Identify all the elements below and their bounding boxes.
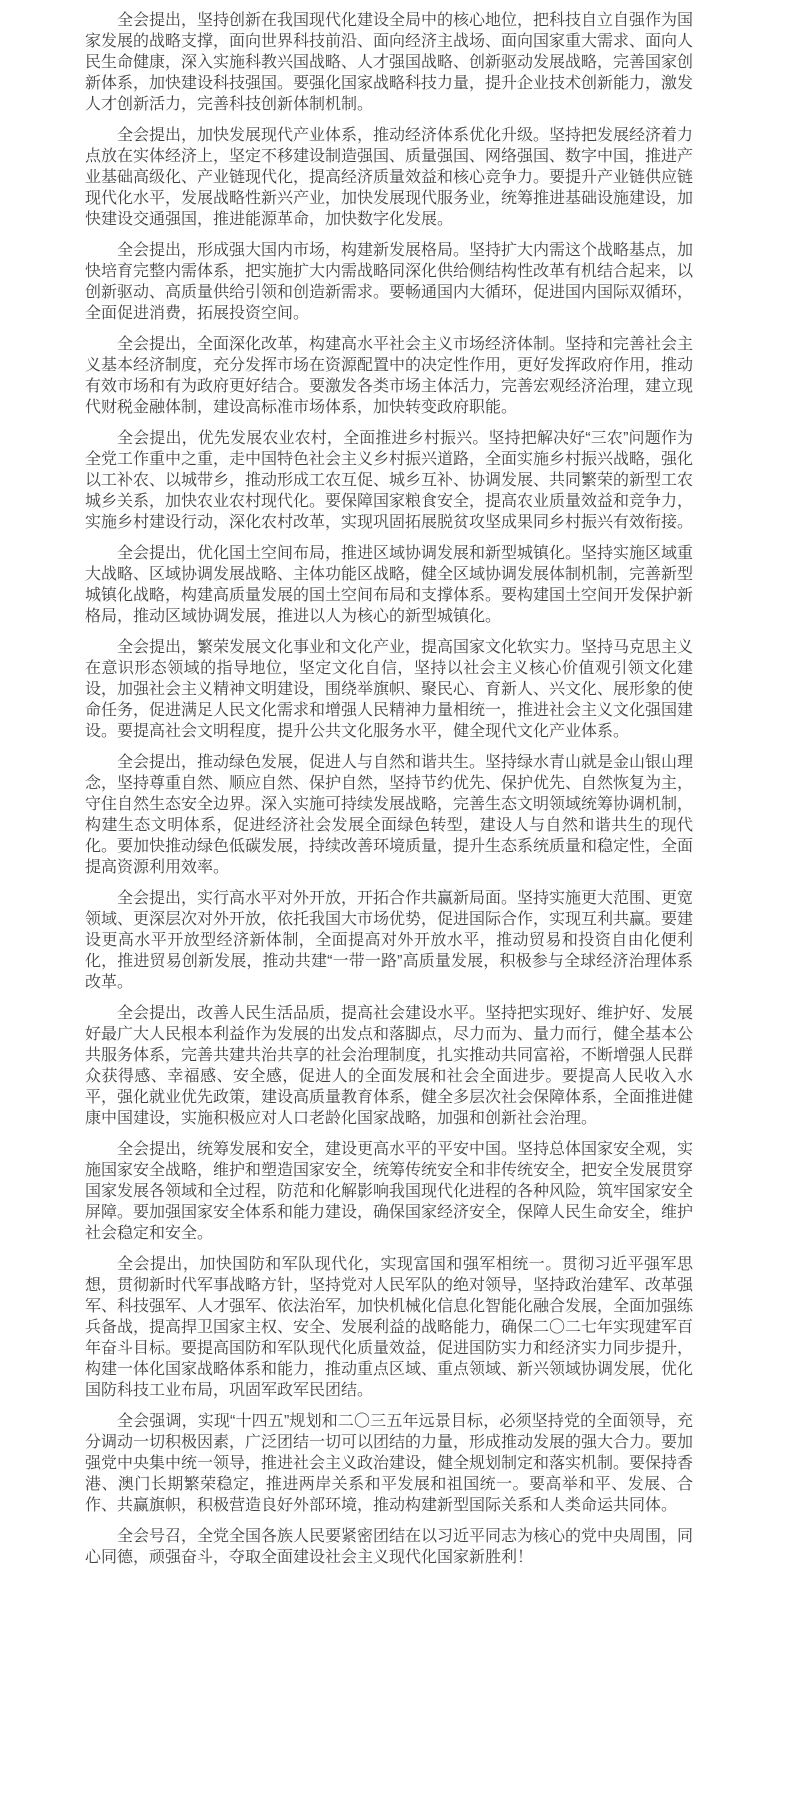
paragraph: 全会提出，实行高水平对外开放，开拓合作共赢新局面。坚持实施更大范围、更宽领域、更深层次对外开放，依托我国大市场优势，促进国际合作，实现互利共赢。要建设更高水平开放型经济新体制，全面提高对外开放水平，推动贸易和投资自由化便利化，推进贸易创新发展，推动共建“一带一路”高质量发展，积极参与全球经济治理体系改革。 — [85, 890, 694, 991]
paragraph: 全会提出，坚持创新在我国现代化建设全局中的核心地位，把科技自立自强作为国家发展的战略支撑，面向世界科技前沿、面向经济主战场、面向国家重大需求、面向人民生命健康，深入实施科教兴国战略、人才强国战略、创新驱动发展战略，完善国家创新体系，加快建设科技强国。要强化国家战略科技力量，提升企业技术创新能力，激发人才创新活力，完善科技创新体制机制。 — [85, 12, 694, 113]
paragraph: 全会提出，全面深化改革，构建高水平社会主义市场经济体制。坚持和完善社会主义基本经济制度，充分发挥市场在资源配置中的决定性作用，更好发挥政府作用，推动有效市场和有为政府更好结合。要激发各类市场主体活力，完善宏观经济治理，建立现代财税金融体制，建设高标准市场体系，加快转变政府职能。 — [85, 336, 694, 416]
paragraph: 全会提出，繁荣发展文化事业和文化产业，提高国家文化软实力。坚持马克思主义在意识形态领域的指导地位，坚定文化自信，坚持以社会主义核心价值观引领文化建设，加强社会主义精神文明建设，围绕举旗帜、聚民心、育新人、兴文化、展形象的使命任务，促进满足人民文化需求和增强人民精神力量相统一，推进社会主义文化强国建设。要提高社会文明程度，提升公共文化服务水平，健全现代文化产业体系。 — [85, 639, 694, 740]
paragraph: 全会提出，统筹发展和安全，建设更高水平的平安中国。坚持总体国家安全观，实施国家安全战略，维护和塑造国家安全，统筹传统安全和非传统安全，把安全发展贯穿国家发展各领域和全过程，防范和化解影响我国现代化进程的各种风险，筑牢国家安全屏障。要加强国家安全体系和能力建设，确保国家经济安全，保障人民生命安全，维护社会稳定和安全。 — [85, 1141, 694, 1242]
paragraph: 全会提出，加快国防和军队现代化，实现富国和强军相统一。贯彻习近平强军思想，贯彻新时代军事战略方针，坚持党对人民军队的绝对领导，坚持政治建军、改革强军、科技强军、人才强军、依法治军，加快机械化信息化智能化融合发展，全面加强练兵备战，提高捍卫国家主权、安全、发展利益的战略能力，确保二〇二七年实现建军百年奋斗目标。要提高国防和军队现代化质量效益，促进国防实力和经济实力同步提升，构建一体化国家战略体系和能力，推动重点区域、重点领域、新兴领域协调发展，优化国防科技工业布局，巩固军政军民团结。 — [85, 1256, 694, 1399]
paragraph: 全会提出，加快发展现代产业体系，推动经济体系优化升级。坚持把发展经济着力点放在实体经济上，坚定不移建设制造强国、质量强国、网络强国、数字中国，推进产业基础高级化、产业链现代化，提高经济质量效益和核心竞争力。要提升产业链供应链现代化水平，发展战略性新兴产业，加快发展现代服务业，统筹推进基础设施建设，加快建设交通强国，推进能源革命，加快数字化发展。 — [85, 127, 694, 228]
paragraph: 全会提出，优先发展农业农村，全面推进乡村振兴。坚持把解决好“三农”问题作为全党工作重中之重，走中国特色社会主义乡村振兴道路，全面实施乡村振兴战略，强化以工补农、以城带乡，推动形成工农互促、城乡互补、协调发展、共同繁荣的新型工农城乡关系，加快农业农村现代化。要保障国家粮食安全，提高农业质量效益和竞争力，实施乡村建设行动，深化农村改革，实现巩固拓展脱贫攻坚成果同乡村振兴有效衔接。 — [85, 430, 694, 531]
paragraph: 全会提出，形成强大国内市场，构建新发展格局。坚持扩大内需这个战略基点，加快培育完整内需体系，把实施扩大内需战略同深化供给侧结构性改革有机结合起来，以创新驱动、高质量供给引领和创造新需求。要畅通国内大循环，促进国内国际双循环，全面促进消费，拓展投资空间。 — [85, 242, 694, 322]
document-body — [85, 0, 693, 1568]
paragraph: 全会强调，实现“十四五”规划和二〇三五年远景目标，必须坚持党的全面领导，充分调动一切积极因素，广泛团结一切可以团结的力量，形成推动发展的强大合力。要加强党中央集中统一领导，推进社会主义政治建设，健全规划制定和落实机制。要保持香港、澳门长期繁荣稳定，推进两岸关系和平发展和祖国统一。要高举和平、发展、合作、共赢旗帜，积极营造良好外部环境，推动构建新型国际关系和人类命运共同体。 — [85, 1413, 694, 1514]
paragraph: 全会提出，推动绿色发展，促进人与自然和谐共生。坚持绿水青山就是金山银山理念，坚持尊重自然、顺应自然、保护自然，坚持节约优先、保护优先、自然恢复为主，守住自然生态安全边界。深入实施可持续发展战略，完善生态文明领域统筹协调机制，构建生态文明体系，促进经济社会发展全面绿色转型，建设人与自然和谐共生的现代化。要加快推动绿色低碳发展，持续改善环境质量，提升生态系统质量和稳定性，全面提高资源利用效率。 — [85, 754, 694, 876]
paragraph: 全会号召，全党全国各族人民要紧密团结在以习近平同志为核心的党中央周围，同心同德，顽强奋斗，夺取全面建设社会主义现代化国家新胜利！ — [85, 1528, 694, 1566]
paragraph: 全会提出，优化国土空间布局，推进区域协调发展和新型城镇化。坚持实施区域重大战略、区域协调发展战略、主体功能区战略，健全区域协调发展体制机制，完善新型城镇化战略，构建高质量发展的国土空间布局和支撑体系。要构建国土空间开发保护新格局，推动区域协调发展，推进以人为核心的新型城镇化。 — [85, 545, 694, 625]
paragraph: 全会提出，改善人民生活品质，提高社会建设水平。坚持把实现好、维护好、发展好最广大人民根本利益作为发展的出发点和落脚点，尽力而为、量力而行，健全基本公共服务体系，完善共建共治共享的社会治理制度，扎实推动共同富裕，不断增强人民群众获得感、幸福感、安全感，促进人的全面发展和社会全面进步。要提高人民收入水平，强化就业优先政策，建设高质量教育体系，健全多层次社会保障体系，全面推进健康中国建设，实施积极应对人口老龄化国家战略，加强和创新社会治理。 — [85, 1005, 694, 1127]
